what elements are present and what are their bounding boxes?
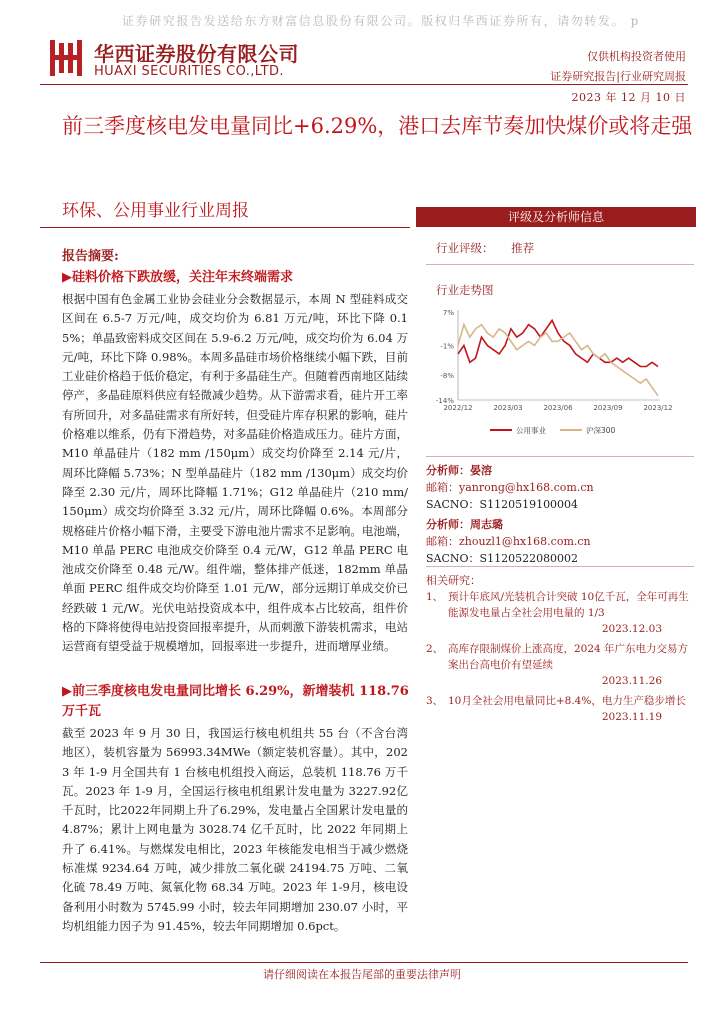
- section-title-2: ▶前三季度核电发电量同比增长 6.29%，新增装机 118.76 万千瓦: [62, 684, 409, 719]
- footer-divider: [40, 962, 688, 963]
- y-tick-label: 7%: [442, 309, 454, 317]
- company-name-en: HUAXI SECURITIES CO.,LTD.: [94, 64, 284, 79]
- abstract-heading: 报告摘要:: [62, 249, 119, 264]
- analyst-email[interactable]: 邮箱：zhouzl1@hx168.com.cn: [426, 535, 591, 548]
- series-line-csi300: [458, 325, 658, 396]
- rating-label: 行业评级：: [436, 241, 494, 255]
- series-line-utilities: [458, 320, 658, 366]
- report-title: 前三季度核电发电量同比+6.29%，港口去库节奏加快煤价或将走强: [62, 114, 693, 138]
- related-item-date: 2023.11.19: [601, 711, 662, 723]
- y-tick-label: -1%: [440, 342, 454, 351]
- y-tick-label: -14%: [435, 397, 454, 405]
- related-item-date: 2023.12.03: [601, 623, 662, 635]
- x-tick-label: 2022/12: [443, 404, 473, 412]
- analyst-name: 分析师：晏溶: [426, 464, 492, 477]
- y-tick-label: -8%: [440, 371, 454, 380]
- huaxi-logo-icon: [50, 40, 82, 76]
- legend-label: 沪深300: [586, 426, 616, 435]
- report-type: 证券研究报告|行业研究周报: [550, 70, 686, 83]
- x-tick-label: 2023/12: [643, 404, 673, 412]
- report-subtitle: 环保、公用事业行业周报: [62, 201, 249, 221]
- related-item-number: 2、: [426, 643, 444, 655]
- related-item-number: 1、: [426, 591, 444, 603]
- section-text-1: 根据中国有色金属工业协会硅业分会数据显示，本周 N 型硅料成交区间在 6.5-7 万元/吨，成交均价为 6.81 万元/吨，环比下降 0.15%；单晶致密料成交区间在 5.9-6.2 万元/吨，成交均价为 6.04 万元/吨，环比下降 0.98%。本周多晶硅市场价格继续小幅下跌，目前工业硅价格趋于低价稳定，有利于多晶硅生产。但随着西南地区陆续停产，多晶硅原料供应有轻微减少趋势。从下游需求看，硅片开工率有所回升，对多晶硅需求有所好转，但受硅片库存积累的影响，硅片价格难以维系，仍有下滑趋势，对多晶硅价格造成压力。硅片方面，M10 单晶硅片（182 mm /150μm）成交均价降至 2.14 元/片，周环比降幅 5.73%；N 型单晶硅片（182 mm /130μm）成交均价降至 2.30 元/片，周环比降幅 1.71%；G12 单晶硅片（210 mm/150μm）成交均价降至 3.32 元/片，周环比降幅 0.6%。本周部分规格硅片价格小幅下滑，主要受下游电池片需求不足影响。电池端，M10 单晶 PERC 电池成交价降至 0.4 元/W，G12 单晶 PERC 电池成交价降至 0.48 元/W。组件端，整体排产低迷，182mm 单晶单面 PERC 组件成交均价降至 1.01 元/W，部分远期订单成交价已经跌破 1 元/W。光伏电站投资成本中，组件成本占比较高，组件价格的下降将使得电站投资回报率提升，从而刺激下游装机需求，电站运营商有望受益于规模增加，回报率进一步提升，进而增厚业绩。: [62, 292, 408, 654]
- related-item-date: 2023.11.26: [601, 675, 662, 687]
- analyst-name: 分析师：周志璐: [426, 518, 503, 531]
- section-text-2: 截至 2023 年 9 月 30 日，我国运行核电机组共 55 台（不含台湾地区），装机容量为 56993.34MWe（额定装机容量）。其中，2023 年 1-9 月全国共有 1 台核电机组投入商运，总装机 118.76 万千瓦。2023 年 1-9 月，全国运行核电机组累计发电量为 3227.92亿千瓦时，比2022年同期上升了6.29%，发电量占全国累计发电量的 4.87%；累计上网电量为 3028.74 亿千瓦时，比 2022 年同期上升了 6.41%。与燃煤发电相比，2023 年核能发电相当于减少燃烧标准煤 9234.64 万吨，减少排放二氧化碳 24194.75 万吨、二氧化硫 78.49 万吨、氮氧化物 68.34 万吨。2023 年 1-9月，核电设备利用小时数为 5745.99 小时，较去年同期增加 230.07 小时，平均机组能力因子为 91.45%，较去年同期增加 0.6pct。: [62, 726, 408, 933]
- x-tick-label: 2023/03: [493, 404, 523, 412]
- related-item[interactable]: [426, 589, 696, 637]
- related-item-number: 3、: [426, 695, 444, 707]
- analyst-block-1: [426, 462, 696, 513]
- footer-disclaimer[interactable]: 请仔细阅读在本报告尾部的重要法律声明: [263, 968, 461, 981]
- analyst-sac: SACNO：S1120519100004: [426, 498, 579, 511]
- related-item-text[interactable]: 预计年底风/光装机合计突破 10亿千瓦，全年可再生能源发电量占全社会用电量的 1/3: [448, 591, 689, 619]
- audience-note: 仅供机构投资者使用: [587, 50, 686, 63]
- trend-chart-label: 行业走势图: [436, 283, 494, 297]
- x-tick-label: 2023/06: [543, 404, 573, 412]
- analyst-email[interactable]: 邮箱：yanrong@hx168.com.cn: [426, 481, 594, 494]
- related-item-text[interactable]: 10月全社会用电量同比+8.4%，电力生产稳步增长: [448, 695, 686, 707]
- sidebar-divider: [426, 456, 694, 457]
- rating-value: 推荐: [511, 241, 535, 255]
- analyst-sac: SACNO：S1120522080002: [426, 552, 579, 565]
- industry-rating: [436, 240, 534, 256]
- x-tick-label: 2023/09: [593, 404, 623, 412]
- rating-box-header: 评级及分析师信息: [416, 207, 696, 227]
- industry-trend-chart: [430, 300, 690, 445]
- related-item-text[interactable]: 高库存限制煤价上涨高度，2024 年广东电力交易方案出台高电价有望延续: [448, 643, 689, 671]
- watermark-text: 证券研究报告发送给东方财富信息股份有限公司。版权归华西证券所有，请勿转发。 p: [122, 14, 640, 28]
- related-research-heading: 相关研究：: [426, 574, 481, 587]
- related-item[interactable]: [426, 641, 696, 689]
- section-title-1: ▶硅料价格下跌放缓，关注年末终端需求: [62, 270, 293, 285]
- company-name-cn: 华西证券股份有限公司: [94, 42, 299, 66]
- sidebar-divider: [426, 264, 694, 265]
- analyst-block-2: [426, 516, 696, 567]
- sidebar-divider: [426, 566, 694, 567]
- legend-label: 公用事业: [516, 426, 546, 435]
- related-item[interactable]: [426, 693, 696, 725]
- subtitle-divider: [40, 227, 410, 228]
- header-divider: [40, 84, 688, 85]
- report-date: 2023 年 12 月 10 日: [571, 91, 686, 104]
